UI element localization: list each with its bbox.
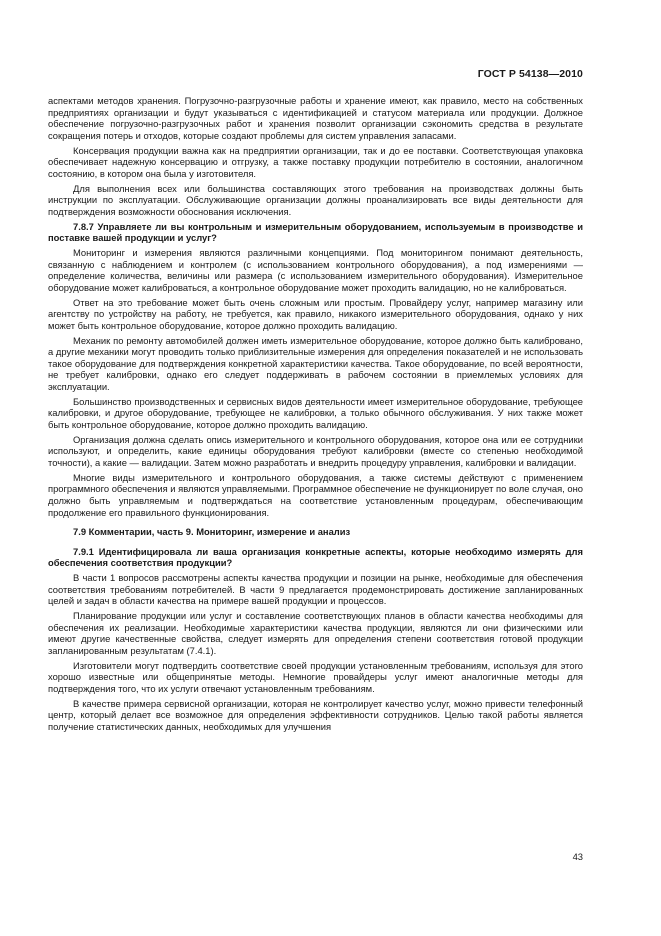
paragraph: В качестве примера сервисной организации, которая не контролирует качество услуг, можно привести телефонный центр, который делает все возможное для определения эффективности сотрудников. Целью такой работы является получение статистических данных, необходимых для улучшения <box>48 697 583 732</box>
paragraph: Мониторинг и измерения являются различными концепциями. Под мониторингом понимают деятельность, связанную с наблюдением и контролем (с использованием контрольного оборудования), а под измерениями — определение количества, величины или размера (с использованием измерительного оборудования). Измерительное оборудование может калиброваться, а контрольное оборудование может проходить валидацию, но не калиброваться. <box>48 247 583 293</box>
paragraph: Ответ на это требование может быть очень сложным или простым. Провайдеру услуг, например магазину или агентству по устройству на работу, не требуется, как правило, никакого измерительного оборудования, однако у них может быть контрольное оборудование, которое должно проходить валидацию. <box>48 296 583 331</box>
paragraph: Для выполнения всех или большинства составляющих этого требования на производствах должны быть инструкции по эксплуатации. Обслуживающие организации должны проанализировать все виды деятельности для подтверждения возможности обоснования исключения. <box>48 182 583 217</box>
paragraph: Организация должна сделать опись измерительного и контрольного оборудования, которое она или ее сотрудники используют, и определить, какие единицы оборудования требуют калибровки (вместе со степенью необходимой точности), а какие — валидации. Затем можно разработать и внедрить процедуру управления, калибровки и валидации. <box>48 433 583 468</box>
paragraph: В части 1 вопросов рассмотрены аспекты качества продукции и позиции на рынке, необходимые для обеспечения соответствия требованиям потребителей. В части 9 предлагается продемонстрировать достижение запланированных целей и задач в области качества на примере вашей продукции и процессов. <box>48 572 583 607</box>
paragraph: Изготовители могут подтвердить соответствие своей продукции установленным требованиям, используя для этого хорошо известные или общепринятые методы. Немногие провайдеры услуг имеют аналогичные методы для подтверждения того, что их услуги отвечают установленным требованиям. <box>48 659 583 694</box>
document-header: ГОСТ Р 54138—2010 <box>477 68 583 80</box>
paragraph: Большинство производственных и сервисных видов деятельности имеет измерительное оборудование, требующее калибровки, и другое оборудование, требующее не калибровки, а только обычного обслуживания. У них также может быть контрольное оборудование, которое должно проходить валидацию. <box>48 395 583 430</box>
paragraph: Консервация продукции важна как на предприятии организации, так и до ее поставки. Соответствующая упаковка обеспечивает надежную консервацию и отгрузку, а также поставку продукции потребителю в состоянии, аналогичном состоянию, в котором она была у изготовителя. <box>48 144 583 179</box>
page-number: 43 <box>572 851 583 862</box>
paragraph: аспектами методов хранения. Погрузочно-разгрузочные работы и хранение имеют, как правило, место на собственных предприятиях организации и будут указываться с идентификацией и статусом материала или продукции. Должное обеспечение погрузочно-разгрузочных работ и хранения позволит организации сэкономить средства в результате сокращения потерь и отходов, которые создают проблемы для систем управления запасами. <box>48 95 583 141</box>
page-body <box>48 95 583 736</box>
subsection-heading: 7.9.1 Идентифицировала ли ваша организация конкретные аспекты, которые необходимо измерять для обеспечения соответствия продукции? <box>48 545 583 569</box>
paragraph: Механик по ремонту автомобилей должен иметь измерительное оборудование, которое должно быть калибровано, а другие механики могут проводить только приблизительные измерения для определения показателей и не использовать такое оборудование для подтверждения конкретной характеристики качества. Такое оборудование, по всей вероятности, не требует калибровки, однако его следует поддерживать в рабочем состоянии в приемлемых условиях для эксплуатации. <box>48 334 583 392</box>
paragraph: Многие виды измерительного и контрольного оборудования, а также системы действуют с применением программного обеспечения и являются управляемыми. Программное обеспечение не функционирует по воле случая, оно должно быть управляемым и подтверждаться на соответствие установленным процедурам, обеспечивающим продолжение его правильного функционирования. <box>48 471 583 518</box>
paragraph: Планирование продукции или услуг и составление соответствующих планов в области качества необходимы для обеспечения их реализации. Необходимые характеристики качества продукции, являются ли они физическими или имеют другие качественные свойства, следует измерять для определения степени соответствия готовой продукции запланированным результатам (7.4.1). <box>48 610 583 656</box>
section-heading: 7.9 Комментарии, часть 9. Мониторинг, измерение и анализ <box>73 526 351 538</box>
subsection-heading: 7.8.7 Управляете ли вы контрольным и измерительным оборудованием, используемым в производстве и поставке вашей продукции и услуг? <box>48 220 583 244</box>
